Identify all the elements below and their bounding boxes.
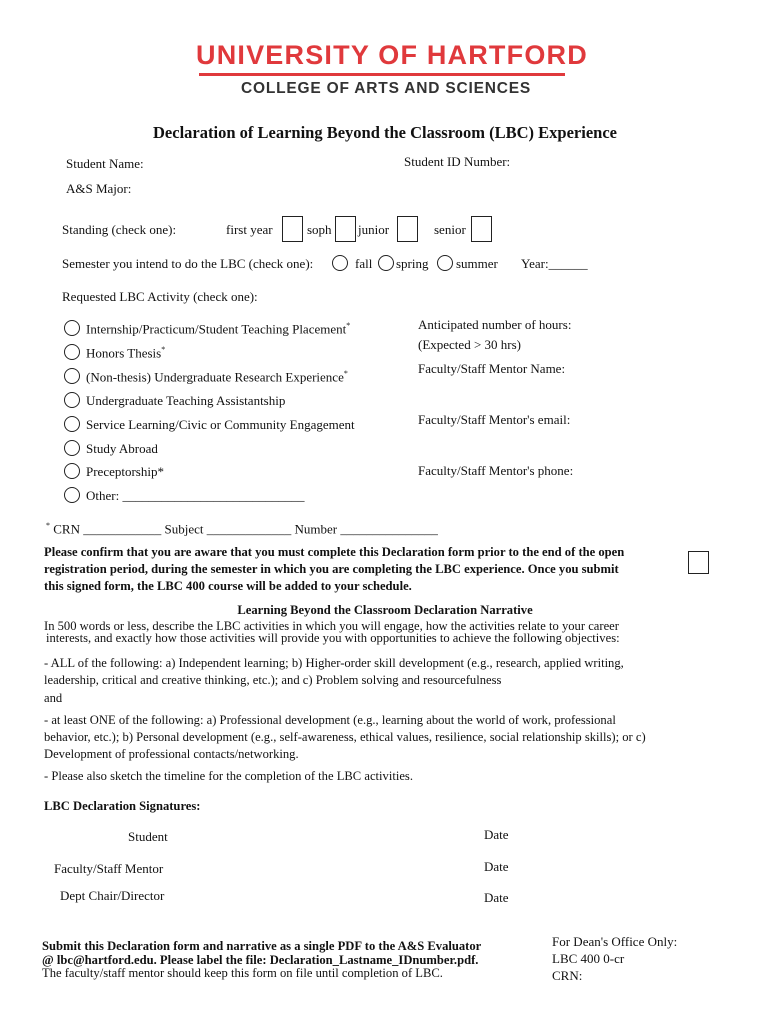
semester-spring-label: spring [396, 256, 429, 271]
confirm-checkbox[interactable] [688, 551, 709, 574]
activity-preceptorship-label: Preceptorship* [86, 464, 164, 479]
deans-office-crn: CRN: [552, 968, 583, 983]
confirm-text-line-1: Please confirm that you are aware that you must complete this Declaration form prior to the end of the open [44, 545, 625, 559]
hours-expected-note: (Expected > 30 hrs) [418, 337, 521, 352]
activity-teaching-assistant-radio[interactable] [64, 392, 80, 408]
standing-junior-label: junior [358, 222, 390, 237]
logo-college-name: COLLEGE OF ARTS AND SCIENCES [241, 80, 531, 97]
logo-university-name: UNIVERSITY OF HARTFORD [196, 40, 588, 70]
standing-junior-checkbox[interactable] [397, 216, 418, 242]
narrative-intro-line-1: In 500 words or less, describe the LBC activities in which you will engage, how the activities relate to your career [44, 619, 619, 633]
student-id-label: Student ID Number: [404, 154, 511, 169]
semester-fall-label: fall [355, 256, 373, 271]
standing-senior-checkbox[interactable] [471, 216, 492, 242]
activity-research-radio[interactable] [64, 368, 80, 384]
activity-service-learning-radio[interactable] [64, 416, 80, 432]
activity-teaching-assistant-label: Undergraduate Teaching Assistantship [86, 393, 286, 408]
objectives-one-line-1: - at least ONE of the following: a) Professional development (e.g., learning about the world of work, professional [44, 713, 616, 727]
standing-first-year-label: first year [226, 222, 273, 237]
activity-internship-label: Internship/Practicum/Student Teaching Placement* [86, 321, 351, 337]
activity-study-abroad-label: Study Abroad [86, 441, 158, 456]
semester-summer-label: summer [456, 256, 498, 271]
activity-preceptorship-radio[interactable] [64, 463, 80, 479]
major-label: A&S Major: [66, 181, 132, 196]
objectives-one-line-3: Development of professional contacts/networking. [44, 747, 299, 761]
activity-other-radio[interactable] [64, 487, 80, 503]
objectives-one-line-2: behavior, etc.); b) Personal development (e.g., self-awareness, ethical values, resilience, social relationship skills); or c) [44, 730, 646, 744]
deans-office-heading: For Dean's Office Only: [552, 934, 678, 949]
activity-internship-radio[interactable] [64, 320, 80, 336]
narrative-intro-line-2: interests, and exactly how those activities will provide you with opportunities to achieve the following objectives: [46, 631, 620, 645]
confirm-text-line-3: this signed form, the LBC 400 course will be added to your schedule. [44, 579, 412, 593]
logo-divider [199, 73, 565, 76]
footer-submit-line-1: Submit this Declaration form and narrative as a single PDF to the A&S Evaluator [42, 939, 482, 953]
activity-study-abroad-radio[interactable] [64, 440, 80, 456]
objectives-all-line-1: - ALL of the following: a) Independent learning; b) Higher-order skill development (e.g., research, applied writing, [44, 656, 624, 670]
semester-label: Semester you intend to do the LBC (check one): [62, 256, 314, 271]
standing-soph-label: soph [307, 222, 332, 237]
footer-submit-line-2: @ lbc@hartford.edu. Please label the file: Declaration_Lastname_IDnumber.pdf. [42, 953, 479, 967]
signature-chair-date-label: Date [484, 890, 509, 905]
activity-honors-thesis-label: Honors Thesis* [86, 345, 166, 361]
narrative-heading: Learning Beyond the Classroom Declaration Narrative [237, 603, 533, 617]
mentor-phone-label: Faculty/Staff Mentor's phone: [418, 463, 574, 478]
signatures-heading: LBC Declaration Signatures: [44, 799, 201, 813]
activity-label: Requested LBC Activity (check one): [62, 289, 258, 304]
footer-mentor-note: The faculty/staff mentor should keep this form on file until completion of LBC. [42, 966, 443, 980]
standing-soph-checkbox[interactable] [335, 216, 356, 242]
standing-first-year-checkbox[interactable] [282, 216, 303, 242]
timeline-note: - Please also sketch the timeline for the completion of the LBC activities. [44, 769, 413, 783]
signature-mentor-date-label: Date [484, 859, 509, 874]
signature-student-date-label: Date [484, 827, 509, 842]
semester-summer-radio[interactable] [437, 255, 453, 271]
objectives-and: and [44, 691, 63, 705]
page-title: Declaration of Learning Beyond the Classroom (LBC) Experience [153, 123, 617, 142]
signature-mentor-label: Faculty/Staff Mentor [54, 861, 164, 876]
crn-subject-number-line[interactable]: * CRN ____________ Subject _____________ Number _______________ [46, 521, 438, 537]
signature-student-label: Student [128, 829, 168, 844]
signature-chair-label: Dept Chair/Director [60, 888, 165, 903]
standing-label: Standing (check one): [62, 222, 177, 237]
activity-service-learning-label: Service Learning/Civic or Community Engagement [86, 417, 355, 432]
student-name-label: Student Name: [66, 156, 144, 171]
deans-office-course: LBC 400 0-cr [552, 951, 625, 966]
activity-other-field[interactable]: Other: ____________________________ [86, 488, 305, 503]
activity-honors-thesis-radio[interactable] [64, 344, 80, 360]
year-field[interactable]: Year:______ [521, 256, 588, 271]
mentor-email-label: Faculty/Staff Mentor's email: [418, 412, 571, 427]
activity-research-label: (Non-thesis) Undergraduate Research Experience* [86, 369, 348, 385]
confirm-text-line-2: registration period, during the semester in which you are completing the LBC experience. Once you submit [44, 562, 619, 576]
standing-senior-label: senior [434, 222, 466, 237]
semester-spring-radio[interactable] [378, 255, 394, 271]
mentor-name-label: Faculty/Staff Mentor Name: [418, 361, 566, 376]
semester-fall-radio[interactable] [332, 255, 348, 271]
objectives-all-line-2: leadership, critical and creative thinking, etc.); and c) Problem solving and resourcefulness [44, 673, 502, 687]
hours-label: Anticipated number of hours: [418, 317, 572, 332]
